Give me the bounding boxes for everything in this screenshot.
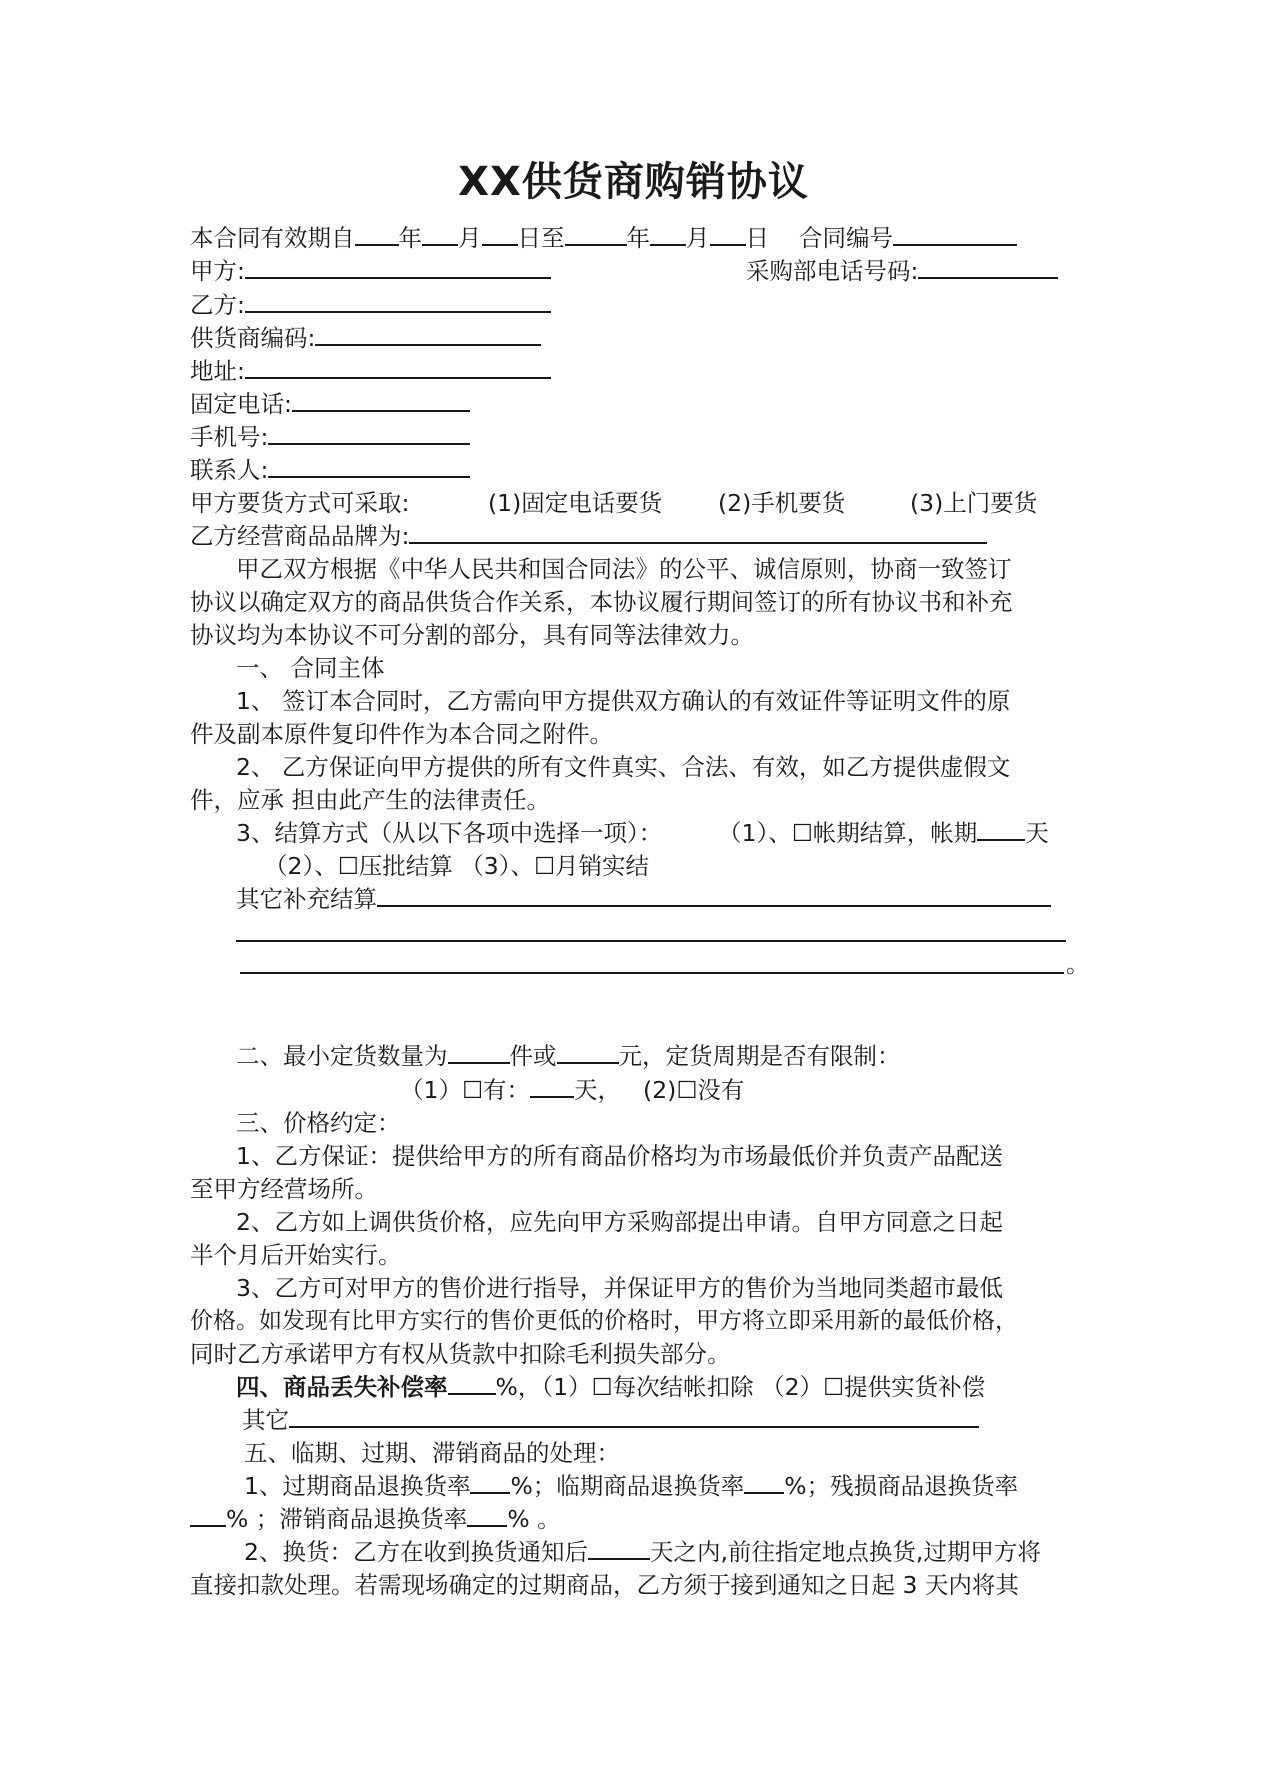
purchase-phone-field[interactable] <box>918 255 1058 279</box>
contact-field[interactable] <box>268 454 470 478</box>
party-b-field[interactable] <box>245 289 551 313</box>
s1-settlement-options: （2）、☐压批结算 （3）、☐月销实结 <box>264 852 650 880</box>
contact-line: 联系人: <box>190 454 470 487</box>
s1-item-3: 3、结算方式（从以下各项中选择一项）： <box>236 819 663 847</box>
s5-item-1: 1、过期商品退换货率 %；临期商品退换货率 %；残损商品退换货率 <box>244 1472 1019 1500</box>
contract-no-label: 合同编号 <box>799 224 893 252</box>
validity-line: 本合同有效期自 年 月 日至 年 月 日 合同编号 <box>190 222 1017 255</box>
blank-field[interactable] <box>422 222 458 246</box>
landline-field[interactable] <box>292 388 470 412</box>
cycle-days-field[interactable] <box>530 1074 574 1098</box>
s1-settlement-option-1: （1）、☐帐期结算，帐期 天 <box>718 819 1049 847</box>
end-mark: 。 <box>1066 950 1090 978</box>
section-5-heading: 五、临期、过期、滞销商品的处理： <box>244 1439 620 1467</box>
order-methods-label: 甲方要货方式可采取: <box>190 489 410 517</box>
section-4-other-field[interactable] <box>289 1404 979 1428</box>
address-line: 地址: <box>190 355 551 388</box>
order-method-1: (1)固定电话要货 <box>488 489 663 517</box>
near-expiry-return-rate-field[interactable] <box>744 1470 784 1494</box>
s3-item-2: 2、乙方如上调供货价格，应先向甲方采购部提出申请。自甲方同意之日起 <box>236 1208 1003 1236</box>
other-settlement-line: 其它补充结算 <box>236 883 1051 916</box>
section-1-heading: 一、 合同主体 <box>236 654 385 682</box>
s3-item-1: 1、乙方保证：提供给甲方的所有商品价格均为市场最低价并负责产品配送 <box>236 1142 1003 1170</box>
blank-field[interactable] <box>650 222 686 246</box>
intro-line: 甲乙双方根据《中华人民共和国合同法》的公平、诚信原则，协商一致签订 <box>236 555 1012 583</box>
blank-field[interactable] <box>710 222 746 246</box>
intro-line: 协议均为本协议不可分割的部分，具有同等法律效力。 <box>190 621 754 649</box>
blank-field[interactable] <box>482 222 518 246</box>
exchange-days-field[interactable] <box>588 1536 650 1560</box>
party-b-line: 乙方: <box>190 289 551 322</box>
supplier-code-line: 供货商编码: <box>190 322 541 355</box>
section-2-line: 二、最小定货数量为 件或 元，定货周期是否有限制： <box>236 1042 901 1070</box>
order-cycle-line: （1）☐有： 天， (2)☐没有 <box>400 1076 745 1104</box>
order-method-3: (3)上门要货 <box>910 489 1038 517</box>
s3-item-3: 3、乙方可对甲方的售价进行指导，并保证甲方的售价为当地同类超市最低 <box>236 1274 1003 1302</box>
address-field[interactable] <box>245 355 551 379</box>
s5-item-2-cont: 直接扣款处理。若需现场确定的过期商品，乙方须于接到通知之日起 3 天内将其 <box>190 1571 1019 1599</box>
landline-line: 固定电话: <box>190 388 470 421</box>
s5-item-1-cont: % ；滞销商品退换货率 % 。 <box>190 1503 561 1536</box>
order-method-2: (2)手机要货 <box>718 489 846 517</box>
s3-item-1-cont: 至甲方经营场所。 <box>190 1175 378 1203</box>
loss-rate-field[interactable] <box>448 1371 496 1395</box>
term-days-field[interactable] <box>977 817 1025 841</box>
min-amount-field[interactable] <box>557 1040 619 1064</box>
s3-item-3-cont: 价格。如发现有比甲方实行的售价更低的价格时，甲方将立即采用新的最低价格， <box>190 1308 1018 1334</box>
s1-item-2: 2、 乙方保证向甲方提供的所有文件真实、合法、有效，如乙方提供虚假文 <box>236 753 1011 781</box>
contract-no-field[interactable] <box>893 222 1017 246</box>
party-a-line: 甲方: <box>190 255 551 288</box>
slow-moving-return-rate-field[interactable] <box>467 1503 507 1527</box>
intro-line: 协议以确定双方的商品供货合作关系，本协议履行期间签订的所有协议书和补充 <box>190 588 1013 616</box>
blank-rule[interactable] <box>236 940 1066 942</box>
brand-field[interactable] <box>409 520 987 544</box>
min-qty-field[interactable] <box>448 1040 510 1064</box>
s5-item-2: 2、换货：乙方在收到换货通知后 天之内,前往指定地点换货,过期甲方将 <box>244 1538 1041 1566</box>
blank-field[interactable] <box>355 222 399 246</box>
blank-rule[interactable] <box>240 972 1064 974</box>
expired-return-rate-field[interactable] <box>470 1470 510 1494</box>
supplier-code-field[interactable] <box>315 322 541 346</box>
purchase-phone-line: 采购部电话号码: <box>746 255 1058 288</box>
s3-item-2-cont: 半个月后开始实行。 <box>190 1241 402 1269</box>
section-4-other: 其它 <box>242 1404 979 1437</box>
party-a-field[interactable] <box>245 255 551 279</box>
section-4-line: 四、商品丢失补偿率 %，（1）☐每次结帐扣除 （2）☐提供实货补偿 <box>236 1373 986 1401</box>
s1-item-2-cont: 件，应承 担由此产生的法律责任。 <box>190 786 550 814</box>
damaged-return-rate-field[interactable] <box>190 1503 226 1527</box>
brand-line: 乙方经营商品品牌为: <box>190 520 987 553</box>
s3-item-3-cont: 同时乙方承诺甲方有权从货款中扣除毛利损失部分。 <box>190 1340 731 1368</box>
s1-item-1: 1、 签订本合同时，乙方需向甲方提供双方确认的有效证件等证明文件的原 <box>236 687 1011 715</box>
section-3-heading: 三、价格约定： <box>236 1109 401 1137</box>
s1-item-1-cont: 件及副本原件复印件作为本合同之附件。 <box>190 720 613 748</box>
other-settlement-field[interactable] <box>377 883 1051 907</box>
document-title: XX供货商购销协议 <box>458 159 809 205</box>
mobile-line: 手机号: <box>190 421 470 454</box>
blank-field[interactable] <box>565 222 627 246</box>
mobile-field[interactable] <box>268 421 470 445</box>
